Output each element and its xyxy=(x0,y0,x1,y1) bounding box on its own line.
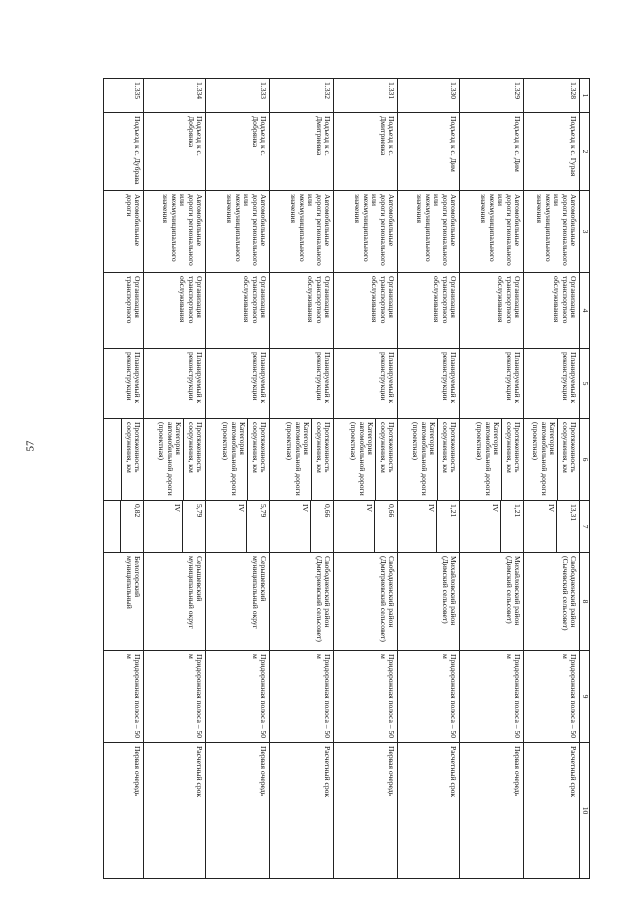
table-row xyxy=(460,79,524,879)
object-purpose: Организация транспортного обслуживания xyxy=(460,273,524,349)
characteristic-cell xyxy=(524,419,580,501)
category-value: IV xyxy=(427,501,437,552)
row-number: 1.328 xyxy=(524,79,580,113)
category-label: Категория автомобильной дороги (проектная) xyxy=(531,419,558,500)
category-value: IV xyxy=(301,501,311,552)
object-type: Автомобильные дороги регионального или межмуниципального значения xyxy=(206,191,270,273)
length-label: Протяженность сооружения, км xyxy=(560,422,578,473)
object-type: Автомобильные дороги регионального или межмуниципального значения xyxy=(460,191,524,273)
object-status: Планируемый к реконструкции xyxy=(334,349,398,419)
object-location: Свободненский район (Дмитриевский сельсовет) xyxy=(334,553,398,651)
object-type: Автомобильные дороги регионального или межмуниципального значения xyxy=(524,191,580,273)
table-row xyxy=(334,79,398,879)
object-purpose: Организация транспортного обслуживания xyxy=(206,273,270,349)
object-type: Автомобильные дороги регионального или межмуниципального значения xyxy=(334,191,398,273)
object-name: Подъезд к с. Дмитриевка xyxy=(270,113,334,191)
header-cell: 7 xyxy=(580,501,590,553)
object-purpose: Организация транспортного обслуживания xyxy=(524,273,580,349)
row-number: 1.330 xyxy=(398,79,460,113)
object-term: Расчетный срок xyxy=(270,743,334,879)
header-cell: 5 xyxy=(580,349,590,419)
object-name: Подъезд к с. Дмитриевка xyxy=(334,113,398,191)
header-cell: 6 xyxy=(580,419,590,501)
object-location: Серышевский муниципальный округ xyxy=(144,553,206,651)
length-value: 1,21 xyxy=(513,504,522,518)
row-number: 1.331 xyxy=(334,79,398,113)
object-type: Автомобильные дороги xyxy=(104,191,144,273)
characteristic-value-cell xyxy=(460,501,524,553)
category-label: Категория автомобильной дороги (проектная) xyxy=(221,419,248,500)
header-cell: 4 xyxy=(580,273,590,349)
object-type: Автомобильные дороги регионального или межмуниципального значения xyxy=(144,191,206,273)
length-value: 13,31 xyxy=(569,504,578,522)
length-label: Протяженность сооружения, км xyxy=(124,422,142,473)
object-status: Планируемый к реконструкции xyxy=(144,349,206,419)
length-label: Протяженность сооружения, км xyxy=(378,422,396,473)
category-label: Категория автомобильной дороги (проектная) xyxy=(475,419,502,500)
header-cell: 10 xyxy=(580,743,590,879)
length-value: 0,66 xyxy=(387,504,396,518)
object-location: Серышевский муниципальный округ xyxy=(206,553,270,651)
header-cell: 3 xyxy=(580,191,590,273)
object-name: Подъезд к с. Дим xyxy=(398,113,460,191)
characteristic-value-cell xyxy=(334,501,398,553)
length-label: Протяженность сооружения, км xyxy=(314,422,332,473)
object-purpose: Организация транспортного xyxy=(104,273,144,349)
object-term: Первая очередь xyxy=(104,743,144,879)
object-name: Подъезд к с. Дим xyxy=(460,113,524,191)
category-value: IV xyxy=(547,501,557,552)
object-purpose: Организация транспортного обслуживания xyxy=(270,273,334,349)
characteristic-cell xyxy=(270,419,334,501)
header-cell: 2 xyxy=(580,113,590,191)
row-number: 1.332 xyxy=(270,79,334,113)
object-zone: Придорожная полоса – 50 м xyxy=(206,651,270,743)
table-row xyxy=(144,79,206,879)
category-label: Категория автомобильной дороги (проектная) xyxy=(349,419,376,500)
page-number: 57 xyxy=(24,440,37,452)
category-value: IV xyxy=(491,501,501,552)
object-term: Первая очередь xyxy=(206,743,270,879)
object-purpose: Организация транспортного обслуживания xyxy=(334,273,398,349)
header-cell: 9 xyxy=(580,651,590,743)
object-status: Планируемый к реконструкции xyxy=(270,349,334,419)
object-location: Михайловский район (Димский сельсовет) xyxy=(460,553,524,651)
header-cell: 1 xyxy=(580,79,590,113)
category-value: IV xyxy=(173,501,183,552)
length-value: 0,66 xyxy=(323,504,332,518)
object-zone: Придорожная полоса – 50 м xyxy=(398,651,460,743)
object-term: Первая очередь xyxy=(460,743,524,879)
row-number: 1.335 xyxy=(104,79,144,113)
characteristic-cell xyxy=(398,419,460,501)
object-zone: Придорожная полоса – 50 м xyxy=(524,651,580,743)
object-status: Планируемый к реконструкции xyxy=(206,349,270,419)
object-term: Расчетный срок xyxy=(398,743,460,879)
object-purpose: Организация транспортного обслуживания xyxy=(144,273,206,349)
object-term: Первая очередь xyxy=(334,743,398,879)
object-purpose: Организация транспортного обслуживания xyxy=(398,273,460,349)
length-value: 1,21 xyxy=(449,504,458,518)
length-label: Протяженность сооружения, км xyxy=(440,422,458,473)
length-value: 5,79 xyxy=(259,504,268,518)
object-term: Расчетный срок xyxy=(524,743,580,879)
characteristic-value-cell xyxy=(144,501,206,553)
object-location: Михайловский район (Димский сельсовет) xyxy=(398,553,460,651)
characteristic-value-cell xyxy=(206,501,270,553)
road-objects-table xyxy=(103,78,590,879)
category-value xyxy=(119,501,121,552)
characteristic-value-cell xyxy=(270,501,334,553)
object-status: Планируемый к реконструкции xyxy=(104,349,144,419)
object-location: Белогорский муниципальный xyxy=(104,553,144,651)
characteristic-cell xyxy=(334,419,398,501)
length-label: Протяженность сооружения, км xyxy=(186,422,204,473)
characteristic-cell xyxy=(206,419,270,501)
length-value: 5,79 xyxy=(195,504,204,518)
characteristic-value-cell xyxy=(398,501,460,553)
object-location: Свободненский район (Дмитриевский сельсовет) xyxy=(270,553,334,651)
object-status: Планируемый к реконструкции xyxy=(524,349,580,419)
characteristic-cell xyxy=(144,419,206,501)
category-value: IV xyxy=(365,501,375,552)
header-cell: 8 xyxy=(580,553,590,651)
table-row xyxy=(206,79,270,879)
category-label: Категория автомобильной дороги (проектная) xyxy=(157,419,184,500)
object-zone: Придорожная полоса – 50 м xyxy=(270,651,334,743)
category-label: Категория автомобильной дороги (проектная) xyxy=(411,419,438,500)
object-name: Подъезд к с. Дубрава xyxy=(104,113,144,191)
length-label: Протяженность сооружения, км xyxy=(504,422,522,473)
table-row xyxy=(398,79,460,879)
characteristic-value-cell xyxy=(524,501,580,553)
object-zone: Придорожная полоса – 50 м xyxy=(460,651,524,743)
table-body xyxy=(104,79,580,879)
object-name: Подъезд к с. Добрянка xyxy=(144,113,206,191)
table-row xyxy=(524,79,580,879)
length-value: 0,82 xyxy=(133,504,142,518)
row-number: 1.329 xyxy=(460,79,524,113)
object-zone: Придорожная полоса – 50 м xyxy=(104,651,144,743)
object-status: Планируемый к реконструкции xyxy=(460,349,524,419)
object-zone: Придорожная полоса – 50 м xyxy=(144,651,206,743)
object-type: Автомобильные дороги регионального или межмуниципального значения xyxy=(270,191,334,273)
object-name: Подъезд к с. Добрянка xyxy=(206,113,270,191)
header-row xyxy=(580,79,590,879)
characteristic-cell xyxy=(460,419,524,501)
category-label: Категория автомобильной дороги (проектная) xyxy=(285,419,312,500)
object-zone: Придорожная полоса – 50 м xyxy=(334,651,398,743)
object-name: Подъезд к с. Гурая xyxy=(524,113,580,191)
row-number: 1.333 xyxy=(206,79,270,113)
category-label xyxy=(120,419,122,500)
row-number: 1.334 xyxy=(144,79,206,113)
category-value: IV xyxy=(237,501,247,552)
object-location: Свободненский район (Сычевский сельсовет) xyxy=(524,553,580,651)
object-status: Планируемый к реконструкции xyxy=(398,349,460,419)
characteristic-cell xyxy=(104,419,144,501)
length-label: Протяженность сооружения, км xyxy=(250,422,268,473)
rotated-table-wrapper xyxy=(110,78,590,878)
object-type: Автомобильные дороги регионального или межмуниципального значения xyxy=(398,191,460,273)
table-row xyxy=(270,79,334,879)
characteristic-value-cell xyxy=(104,501,144,553)
object-term: Расчетный срок xyxy=(144,743,206,879)
table-row xyxy=(104,79,144,879)
